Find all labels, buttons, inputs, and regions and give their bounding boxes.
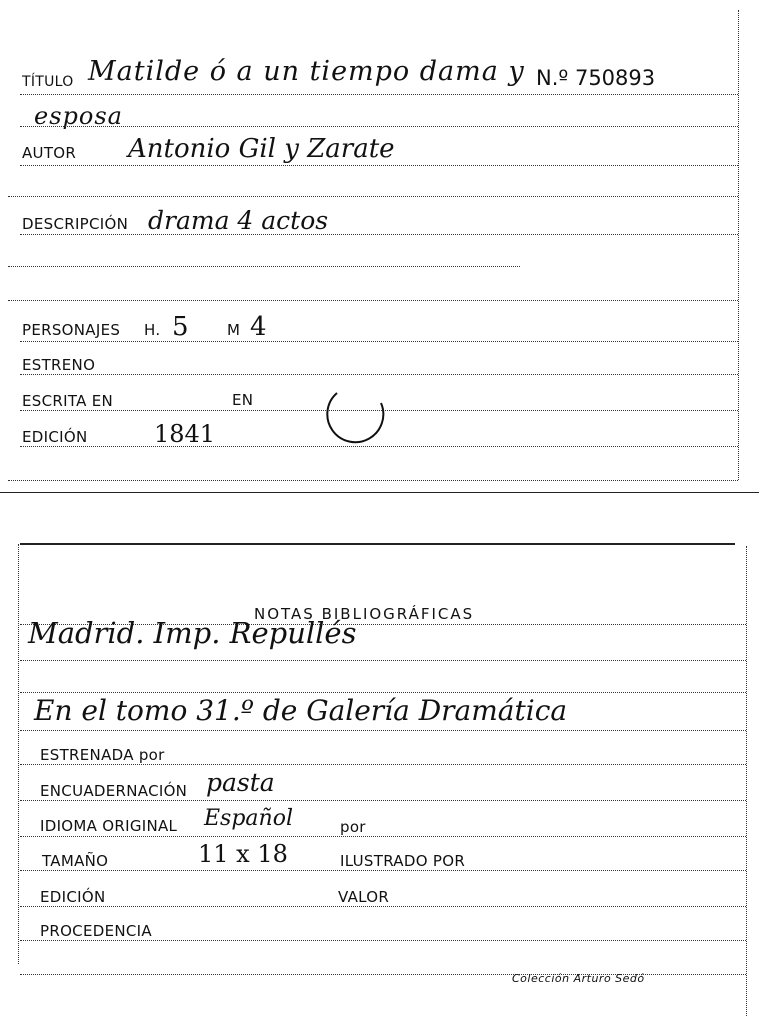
- personajes-h-label: H.: [144, 321, 161, 339]
- blank-line-2: [8, 266, 520, 267]
- autor-value: Antonio Gil y Zarate: [128, 134, 395, 164]
- tamano-label: TAMAÑO: [42, 852, 109, 870]
- notas-line-2: [20, 660, 746, 661]
- card-divider: [0, 492, 759, 493]
- blank-line-1: [8, 196, 738, 197]
- titulo-line-2: [20, 126, 738, 127]
- blank-line-3: [8, 300, 738, 301]
- estreno-line: [20, 374, 738, 375]
- idioma-value: Español: [204, 806, 293, 831]
- titulo-line: [20, 94, 738, 95]
- descripcion-line: [20, 234, 738, 235]
- procedencia-label: PROCEDENCIA: [40, 922, 152, 940]
- personajes-label: PERSONAJES: [22, 321, 121, 339]
- descripcion-label: DESCRIPCIÓN: [22, 215, 129, 233]
- card-right-border: [738, 10, 739, 480]
- card2-top-border: [20, 543, 735, 545]
- estreno-label: ESTRENO: [22, 356, 96, 374]
- notas-heading: NOTAS BIBLIOGRÁFICAS: [254, 605, 475, 623]
- encuadernacion-label: ENCUADERNACIÓN: [40, 782, 188, 800]
- collection-credit: Colección Arturo Sedó: [512, 972, 645, 985]
- autor-line: [20, 165, 738, 166]
- edicion-label: EDICIÓN: [22, 428, 88, 446]
- encuadernacion-line: [20, 800, 746, 801]
- edicion-value: 1841: [154, 420, 216, 448]
- tamano-value: 11 x 18: [198, 840, 288, 868]
- catalog-card-bottom: [0, 500, 759, 1028]
- card-bottom-line: [8, 480, 738, 481]
- personajes-h-value: 5: [172, 312, 189, 342]
- autor-label: AUTOR: [22, 144, 77, 162]
- personajes-m-label: M: [227, 321, 241, 339]
- idioma-label: IDIOMA ORIGINAL: [40, 817, 178, 835]
- edicion2-line: [20, 906, 746, 907]
- titulo-continuation: esposa: [34, 102, 123, 130]
- punch-hole-icon: [325, 385, 391, 447]
- tamano-line: [20, 870, 746, 871]
- encuadernacion-value: pasta: [206, 768, 275, 797]
- valor-label: VALOR: [338, 888, 390, 906]
- descripcion-value: drama 4 actos: [148, 206, 329, 235]
- notas-line-3: [20, 692, 746, 693]
- estrenada-line: [20, 764, 746, 765]
- note-tomo: En el tomo 31.º de Galería Dramática: [34, 694, 568, 727]
- catalog-card-top: [0, 0, 759, 500]
- card2-right-border: [746, 546, 747, 1016]
- registro-number: N.º 750893: [536, 66, 656, 90]
- idioma-line: [20, 836, 746, 837]
- edicion2-label: EDICIÓN: [40, 888, 106, 906]
- escrita-en-label: EN: [232, 391, 254, 409]
- procedencia-line: [20, 940, 746, 941]
- titulo-value: Matilde ó a un tiempo dama y: [88, 56, 525, 87]
- titulo-label: TÍTULO: [22, 74, 74, 90]
- card2-left-border: [18, 544, 19, 964]
- personajes-m-value: 4: [250, 312, 267, 342]
- notas-line-4: [20, 730, 746, 731]
- ilustrado-label: ILUSTRADO POR: [340, 852, 466, 870]
- idioma-por-label: por: [340, 818, 366, 836]
- personajes-line: [20, 341, 738, 342]
- escrita-label: ESCRITA EN: [22, 392, 114, 410]
- estrenada-label: ESTRENADA por: [40, 746, 165, 764]
- note-imprenta: Madrid. Imp. Repullés: [28, 616, 357, 650]
